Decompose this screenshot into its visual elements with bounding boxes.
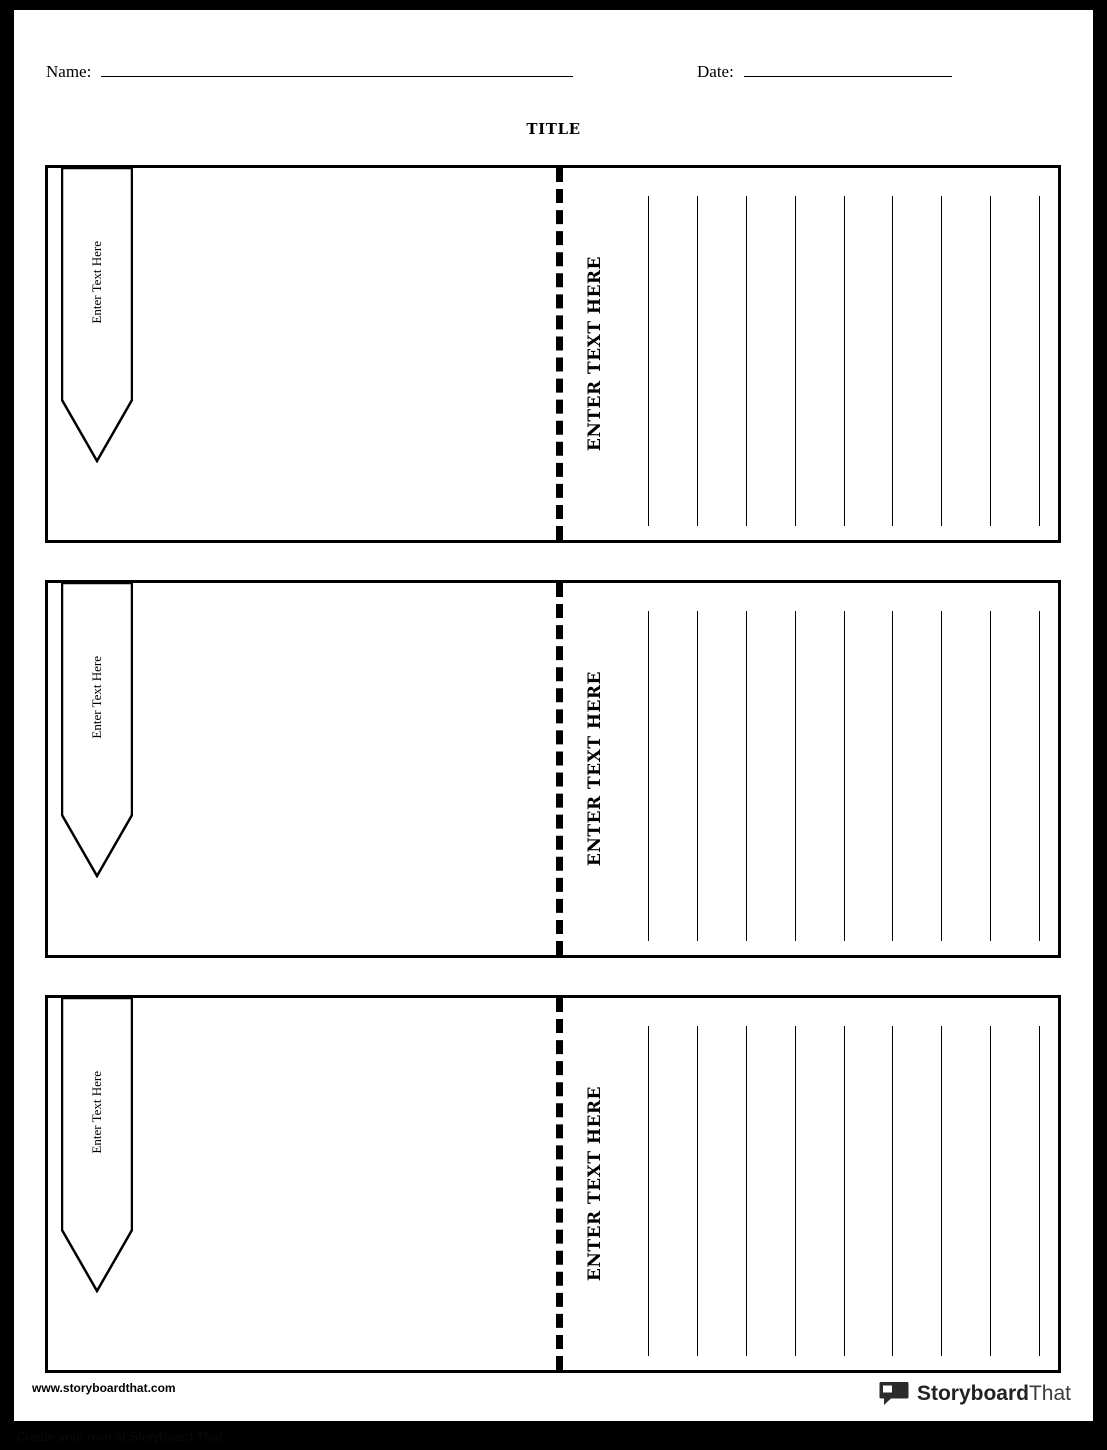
brand-name — [917, 1382, 1071, 1406]
brand-name-first: Storyboard — [916, 1382, 1029, 1405]
stub-line — [795, 611, 796, 941]
speech-bubble-icon — [879, 1381, 909, 1407]
stub-line — [844, 196, 845, 526]
stub-line — [648, 196, 649, 526]
stub-text-area[interactable] — [575, 168, 615, 540]
name-write-line[interactable] — [101, 75, 573, 77]
bottom-note: Create your own at Storyboard That — [16, 1428, 223, 1444]
brand-logo-block[interactable] — [879, 1381, 1071, 1407]
ribbon-text-area[interactable] — [61, 167, 133, 397]
stub-line — [941, 1026, 942, 1356]
worksheet-page — [14, 10, 1093, 1421]
ribbon-text-area[interactable] — [61, 997, 133, 1227]
ribbon-label: Enter Text Here — [89, 1070, 104, 1154]
page-title[interactable]: TITLE — [526, 120, 581, 138]
perforation-divider — [556, 583, 563, 955]
bookmark-ribbon-icon — [61, 582, 133, 878]
stub-line — [1039, 611, 1040, 941]
stub-line — [990, 611, 991, 941]
stub-line — [892, 196, 893, 526]
stub-line — [746, 1026, 747, 1356]
date-write-line[interactable] — [744, 75, 952, 77]
perforation-divider — [556, 998, 563, 1370]
stub-line — [990, 1026, 991, 1356]
stub-line — [844, 1026, 845, 1356]
stub-line — [1039, 196, 1040, 526]
name-label: Name: — [46, 62, 92, 81]
stub-label: ENTER TEXT HERE — [585, 671, 605, 867]
header — [14, 62, 1093, 92]
stub-write-lines[interactable] — [648, 1026, 1040, 1356]
bookmark-ribbon-icon — [61, 997, 133, 1293]
stub-label: ENTER TEXT HERE — [585, 1086, 605, 1282]
footer-url[interactable]: www.storyboardthat.com — [32, 1381, 176, 1395]
stub-line — [697, 196, 698, 526]
stub-line — [697, 1026, 698, 1356]
stub-write-lines[interactable] — [648, 196, 1040, 526]
stub-label: ENTER TEXT HERE — [585, 256, 605, 452]
stub-line — [941, 196, 942, 526]
stub-line — [941, 611, 942, 941]
bottom-note-strip — [0, 1422, 1107, 1450]
ribbon-label: Enter Text Here — [89, 655, 104, 739]
stub-text-area[interactable] — [575, 583, 615, 955]
stub-write-lines[interactable] — [648, 611, 1040, 941]
stub-line — [697, 611, 698, 941]
stub-line — [844, 611, 845, 941]
stub-line — [648, 1026, 649, 1356]
stub-line — [795, 1026, 796, 1356]
ticket-panel — [45, 995, 1061, 1373]
stub-line — [746, 611, 747, 941]
stub-line — [892, 611, 893, 941]
stub-text-area[interactable] — [575, 998, 615, 1370]
name-field[interactable] — [46, 62, 573, 82]
stub-line — [795, 196, 796, 526]
bookmark-ribbon-icon — [61, 167, 133, 463]
date-field[interactable] — [697, 62, 952, 82]
perforation-divider — [556, 168, 563, 540]
ribbon-label: Enter Text Here — [89, 240, 104, 324]
ticket-panel — [45, 580, 1061, 958]
stub-line — [892, 1026, 893, 1356]
brand-name-second: That — [1028, 1382, 1071, 1405]
ribbon-text-area[interactable] — [61, 582, 133, 812]
ticket-panel — [45, 165, 1061, 543]
stub-line — [648, 611, 649, 941]
stub-line — [990, 196, 991, 526]
stub-line — [746, 196, 747, 526]
stub-line — [1039, 1026, 1040, 1356]
date-label: Date: — [697, 62, 734, 81]
